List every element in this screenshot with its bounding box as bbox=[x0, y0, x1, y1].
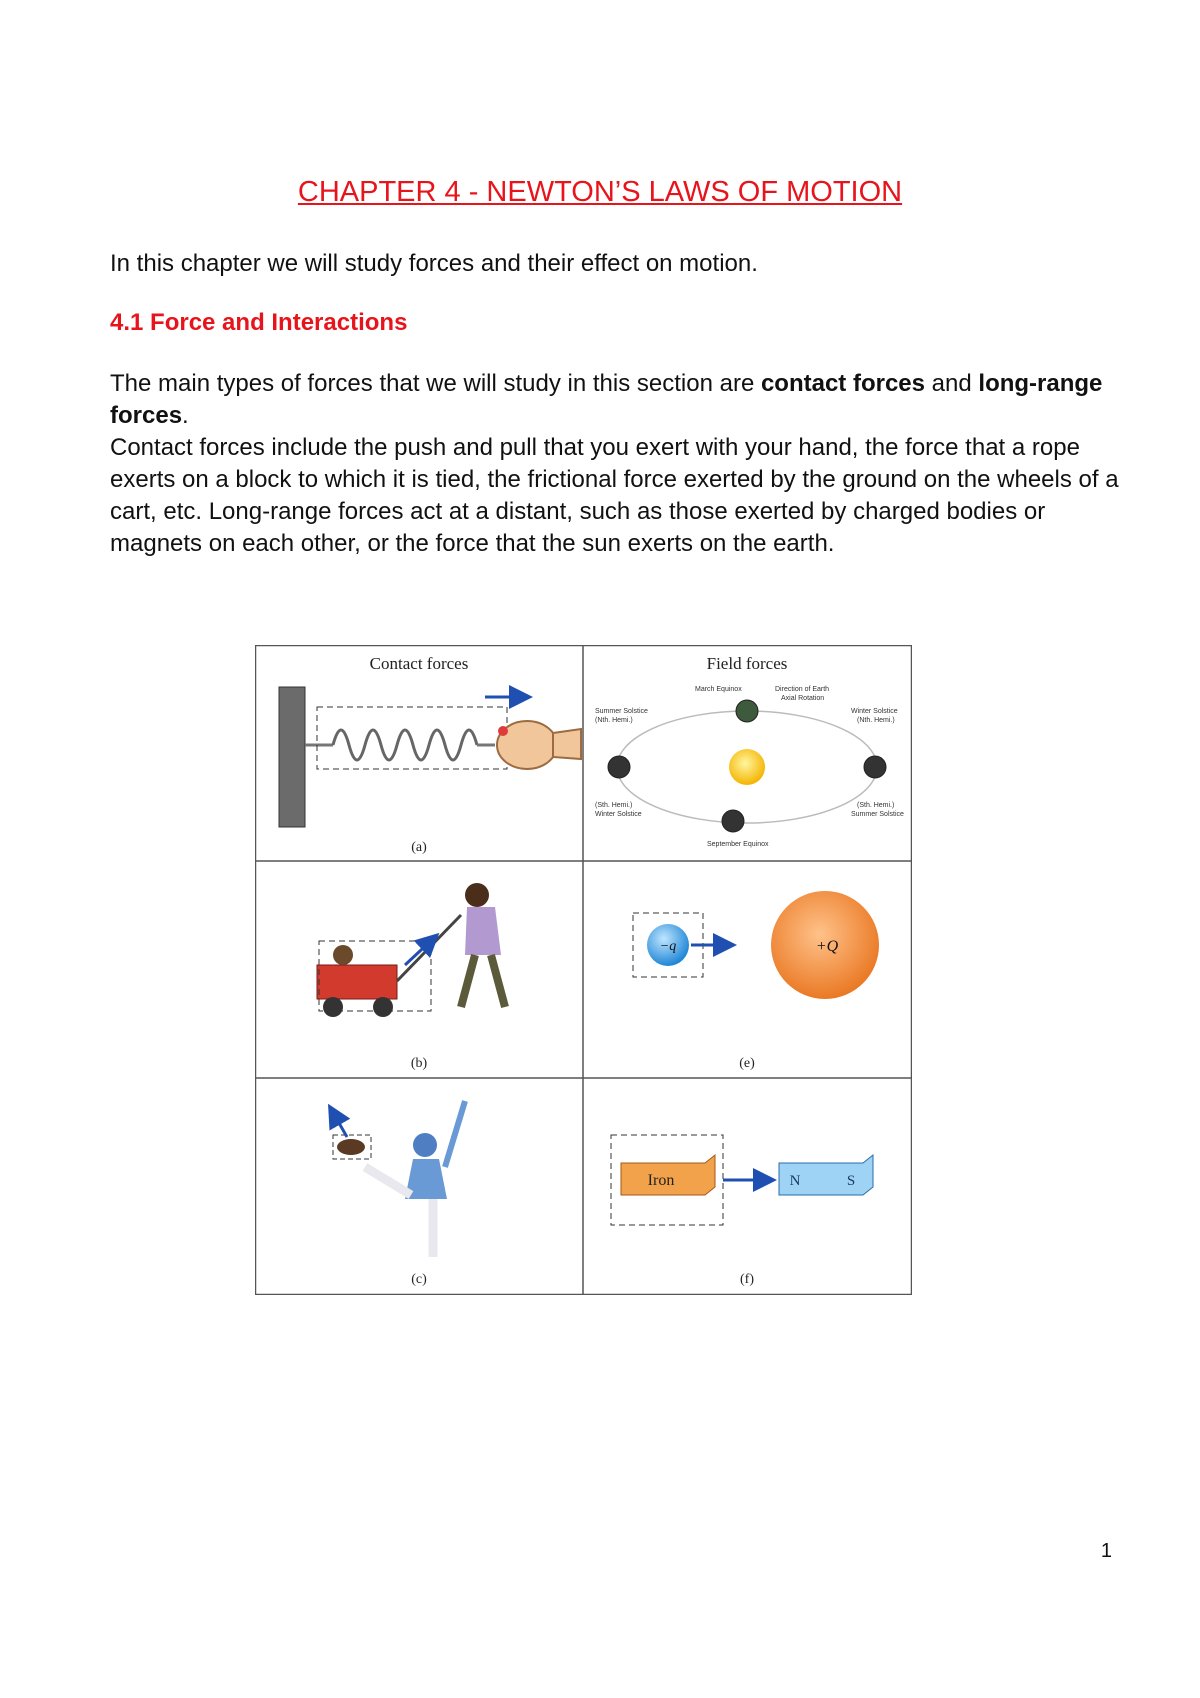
svg-text:March Equinox: March Equinox bbox=[695, 686, 742, 693]
svg-text:(Nth. Hemi.): (Nth. Hemi.) bbox=[595, 717, 633, 724]
svg-text:Winter Solstice: Winter Solstice bbox=[595, 811, 642, 818]
svg-text:(Sth. Hemi.): (Sth. Hemi.) bbox=[595, 802, 633, 809]
contact-forces-heading: Contact forces bbox=[369, 654, 469, 673]
label-c: (c) bbox=[411, 1272, 427, 1287]
section-heading: 4.1 Force and Interactions bbox=[110, 309, 408, 336]
svg-text:Summer Solstice: Summer Solstice bbox=[595, 708, 648, 715]
svg-text:Summer Solstice: Summer Solstice bbox=[851, 811, 904, 818]
label-f: (f) bbox=[740, 1272, 754, 1287]
svg-text:Axial Rotation: Axial Rotation bbox=[781, 695, 825, 702]
positive-charge-label: +Q bbox=[815, 938, 839, 955]
negative-charge-label: −q bbox=[659, 939, 677, 954]
chapter-title: CHAPTER 4 - NEWTON’S LAWS OF MOTION bbox=[297, 176, 903, 208]
page-number: 1 bbox=[1100, 1540, 1112, 1562]
body-paragraphs bbox=[110, 368, 1120, 560]
sun-icon bbox=[729, 749, 765, 785]
magnet-s-label: S bbox=[846, 1173, 856, 1189]
paragraph-types: The main types of forces that we will study in this section are contact forces and long-range forces. bbox=[110, 370, 1103, 429]
label-b: (b) bbox=[410, 1056, 428, 1071]
intro-text: In this chapter we will study forces and their effect on motion. bbox=[110, 250, 758, 277]
field-forces-heading: Field forces bbox=[706, 654, 788, 673]
iron-label: Iron bbox=[647, 1172, 675, 1189]
magnet-n-label: N bbox=[789, 1173, 801, 1189]
svg-text:Winter Solstice: Winter Solstice bbox=[851, 708, 898, 715]
paragraph-examples: Contact forces include the push and pull that you exert with your hand, the force that a rope exerts on a block to which it is tied, the frictional force exerted by the ground on the wheels of a cart, etc. Long-range forces act at a distant, such as those exerted by charged bodies or magnets on each other, or the force that the sun exerts on the earth. bbox=[110, 434, 1119, 557]
forces-figure bbox=[255, 645, 912, 1295]
label-a: (a) bbox=[411, 840, 427, 855]
svg-text:Direction of Earth: Direction of Earth bbox=[775, 686, 830, 693]
svg-text:(Nth. Hemi.): (Nth. Hemi.) bbox=[857, 717, 895, 724]
svg-text:September Equinox: September Equinox bbox=[707, 841, 769, 848]
term-contact-forces: contact forces bbox=[760, 370, 926, 397]
svg-text:(Sth. Hemi.): (Sth. Hemi.) bbox=[857, 802, 895, 809]
label-e: (e) bbox=[739, 1056, 755, 1071]
term-long-range-forces: long-range forces bbox=[110, 370, 1103, 429]
